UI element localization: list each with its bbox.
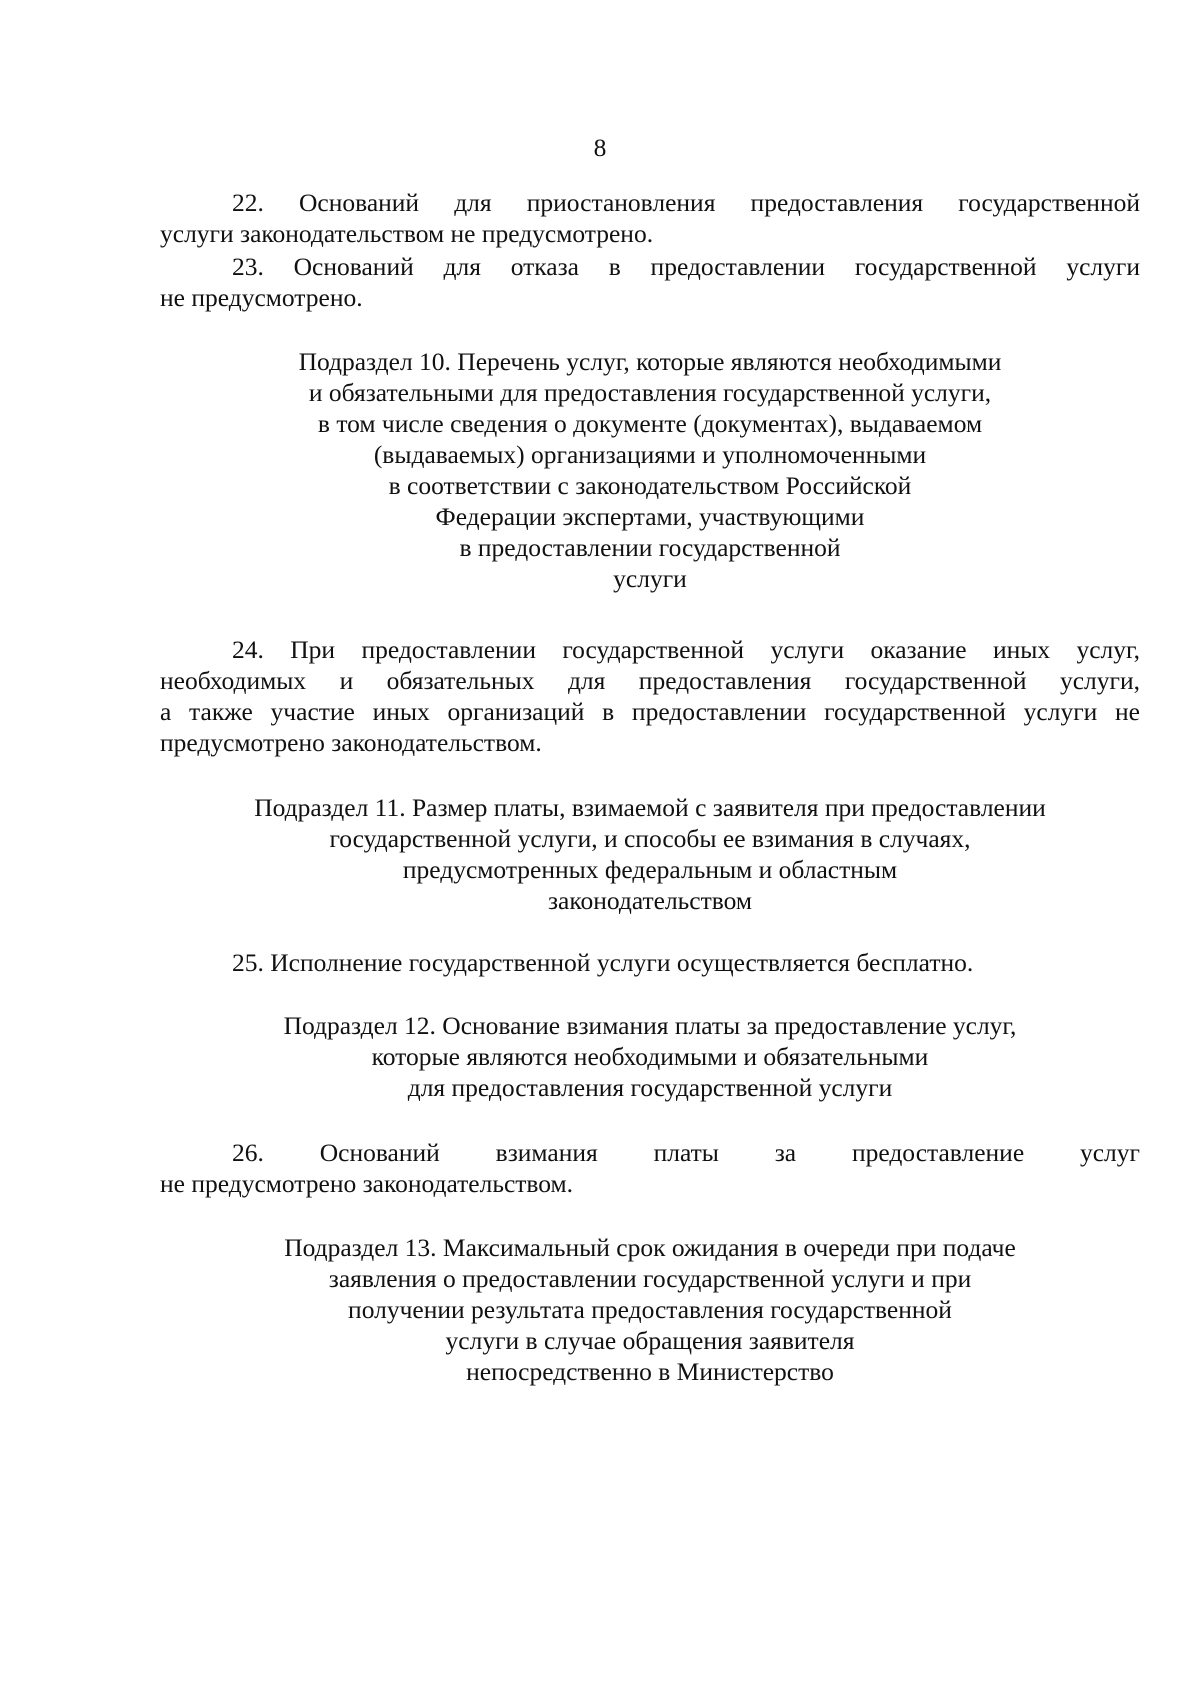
heading-line: которые являются необходимыми и обязательными [371, 1042, 929, 1071]
paragraph-line: необходимых и обязательных для предоставления государственной услуги, [160, 666, 1140, 695]
subsection-11-heading [0, 792, 1200, 916]
heading-line: Подраздел 11. Размер платы, взимаемой с заявителя при предоставлении [254, 793, 1046, 822]
heading-line: (выдаваемых) организациями и уполномоченными [373, 440, 927, 469]
paragraph-line: услуги законодательством не предусмотрено. [160, 219, 654, 248]
heading-line: государственной услуги, и способы ее взимания в случаях, [329, 824, 971, 853]
heading-line: в предоставлении государственной [459, 533, 841, 562]
subsection-12-heading [0, 1010, 1200, 1103]
paragraph-line: 26. Оснований взимания платы за предоставление услуг [232, 1138, 1140, 1167]
paragraph-line: 25. Исполнение государственной услуги осуществляется бесплатно. [232, 948, 974, 977]
paragraph-22 [160, 187, 1140, 249]
paragraph-line: не предусмотрено. [160, 283, 363, 312]
paragraph-line: 23. Оснований для отказа в предоставлении государственной услуги [232, 252, 1140, 281]
subsection-13-heading [0, 1232, 1200, 1387]
heading-line: Подраздел 12. Основание взимания платы за предоставление услуг, [283, 1011, 1017, 1040]
heading-line: в соответствии с законодательством Российской [388, 471, 912, 500]
paragraph-26 [160, 1137, 1140, 1199]
paragraph-line: не предусмотрено законодательством. [160, 1169, 574, 1198]
heading-line: в том числе сведения о документе (документах), выдаваемом [317, 409, 983, 438]
paragraph-line: предусмотрено законодательством. [160, 728, 542, 757]
heading-line: Федерации экспертами, участвующими [435, 502, 865, 531]
heading-line: услуги в случае обращения заявителя [445, 1326, 855, 1355]
heading-line: непосредственно в Министерство [466, 1357, 834, 1386]
heading-line: предусмотренных федеральным и областным [402, 855, 898, 884]
paragraph-line: а также участие иных организаций в предоставлении государственной услуги не [160, 697, 1140, 726]
heading-line: для предоставления государственной услуги [407, 1073, 893, 1102]
heading-line: услуги [613, 564, 687, 593]
paragraph-25 [160, 947, 1140, 978]
paragraph-line: 22. Оснований для приостановления предоставления государственной [232, 188, 1140, 217]
heading-line: Подраздел 10. Перечень услуг, которые являются необходимыми [298, 347, 1002, 376]
page-number: 8 [593, 133, 607, 162]
subsection-10-heading [0, 346, 1200, 594]
heading-line: и обязательными для предоставления государственной услуги, [308, 378, 992, 407]
heading-line: Подраздел 13. Максимальный срок ожидания в очереди при подаче [284, 1233, 1016, 1262]
heading-line: законодательством [547, 886, 753, 915]
paragraph-24 [160, 634, 1140, 758]
paragraph-23 [160, 251, 1140, 313]
heading-line: заявления о предоставлении государственной услуги и при [328, 1264, 972, 1293]
paragraph-line: 24. При предоставлении государственной услуги оказание иных услуг, [232, 635, 1140, 664]
heading-line: получении результата предоставления государственной [348, 1295, 952, 1324]
